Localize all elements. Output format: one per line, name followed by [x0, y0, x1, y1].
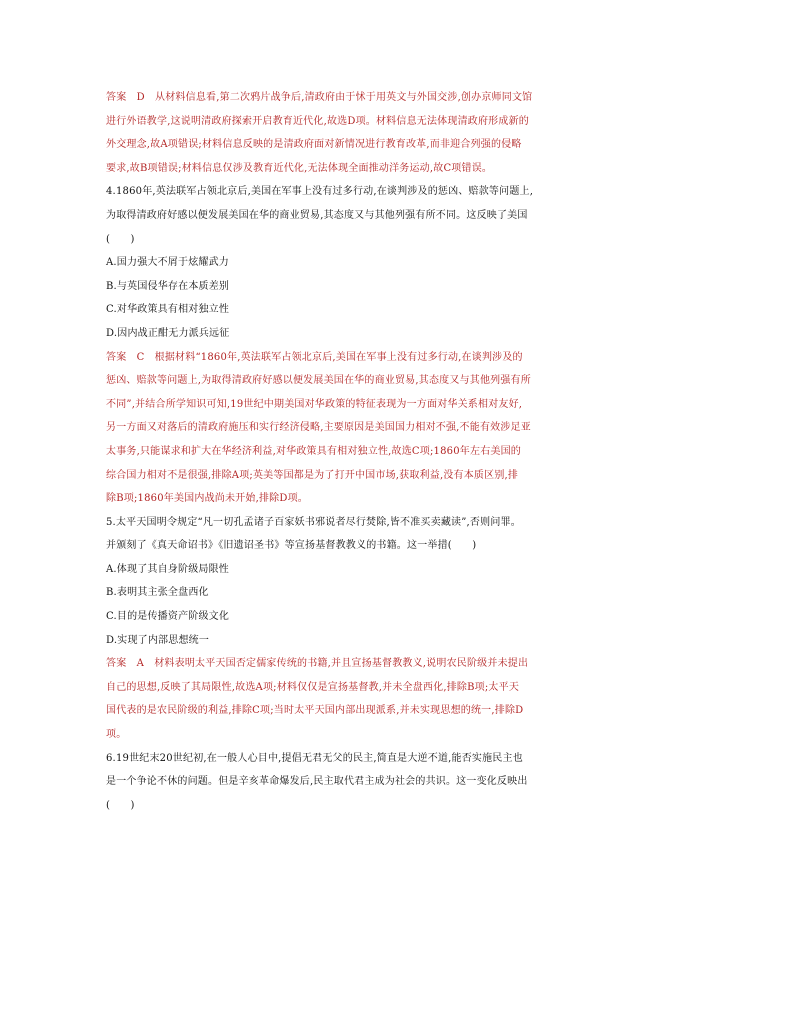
question-line: 4.1860年,英法联军占领北京后,美国在军事上没有过多行动,在谈判涉及的惩凶、赔款等问题上, [106, 186, 534, 198]
document-page [106, 86, 706, 817]
answer-line: 太事务,只能谋求和扩大在华经济利益,对华政策具有相对独立性,故选C项;1860年左右美国的 [106, 445, 522, 457]
option-c: C.目的是传播资产阶级文化 [106, 611, 230, 623]
answer-line: 不同”,并结合所学知识可知,19世纪中期美国对华政策的特征表现为一方面对华关系相对友好, [106, 398, 523, 410]
option-a: A.国力强大不屑于炫耀武力 [106, 257, 230, 269]
answer-line: 国代表的是农民阶级的利益,排除C项;当时太平天国内部出现派系,并未实现思想的统一,排除D [106, 705, 524, 717]
answer-line: 外交理念,故A项错误;材料信息反映的是清政府面对新情况进行教育改革,而非迎合列强的侵略 [106, 139, 522, 151]
answer-line: 惩凶、赔款等问题上,为取得清政府好感以便发展美国在华的商业贸易,其态度又与其他列强有所 [106, 375, 531, 387]
answer-line: 答案 D 从材料信息看,第二次鸦片战争后,清政府由于怵于用英文与外国交涉,创办京师同文馆 [106, 92, 533, 103]
answer-line: 综合国力相对不是很强,排除A项;英美等国都是为了打开中国市场,获取利益,没有本质区别,排 [106, 469, 519, 481]
answer-line: 另一方面又对落后的清政府施压和实行经济侵略,主要原因是美国国力相对不强,不能有效涉足亚 [106, 422, 531, 434]
question-blank: ( ) [106, 799, 135, 811]
answer-line: 答案 C 根据材料“1860年,英法联军占领北京后,美国在军事上没有过多行动,在谈判涉及的 [106, 351, 523, 363]
option-b: B.与英国侵华存在本质差别 [106, 280, 230, 292]
option-a: A.体现了其自身阶级局限性 [106, 563, 230, 575]
question-line: 是一个争论不休的问题。但是辛亥革命爆发后,民主取代君主成为社会的共识。这一变化反映出 [106, 776, 528, 788]
answer-line: 进行外语教学,这说明清政府探索开启教育近代化,故选D项。材料信息无法体现清政府形成新的 [106, 115, 529, 127]
answer-line: 要求,故B项错误;材料信息仅涉及教育近代化,无法体现全面推动洋务运动,故C项错误。 [106, 162, 493, 174]
question-line: 5.太平天国明令规定“凡一切孔孟诸子百家妖书邪说者尽行焚除,皆不准买卖藏读”,否则问罪。 [106, 516, 521, 528]
question-line: 6.19世纪末20世纪初,在一般人心目中,提倡无君无父的民主,简直是大逆不道,能否实施民主也 [106, 752, 523, 764]
option-b: B.表明其主张全盘西化 [106, 587, 209, 599]
answer-line: 答案 A 材料表明太平天国否定儒家传统的书籍,并且宣扬基督教教义,说明农民阶级并未提出 [106, 658, 529, 670]
question-line: 并颁刻了《真天命诏书》《旧遗诏圣书》等宣扬基督教教义的书籍。这一举措( ) [106, 540, 477, 552]
option-d: D.实现了内部思想统一 [106, 634, 210, 646]
answer-line: 项。 [106, 729, 127, 741]
answer-line: 自己的思想,反映了其局限性,故选A项;材料仅仅是宣扬基督教,并未全盘西化,排除B项;太平天 [106, 681, 520, 693]
option-d: D.因内战正酣无力派兵远征 [106, 327, 230, 339]
question-line: 为取得清政府好感以便发展美国在华的商业贸易,其态度又与其他列强有所不同。这反映了美国 [106, 209, 528, 221]
option-c: C.对华政策具有相对独立性 [106, 304, 230, 316]
question-blank: ( ) [106, 233, 135, 245]
answer-line: 除B项;1860年美国内战尚未开始,排除D项。 [106, 493, 308, 505]
